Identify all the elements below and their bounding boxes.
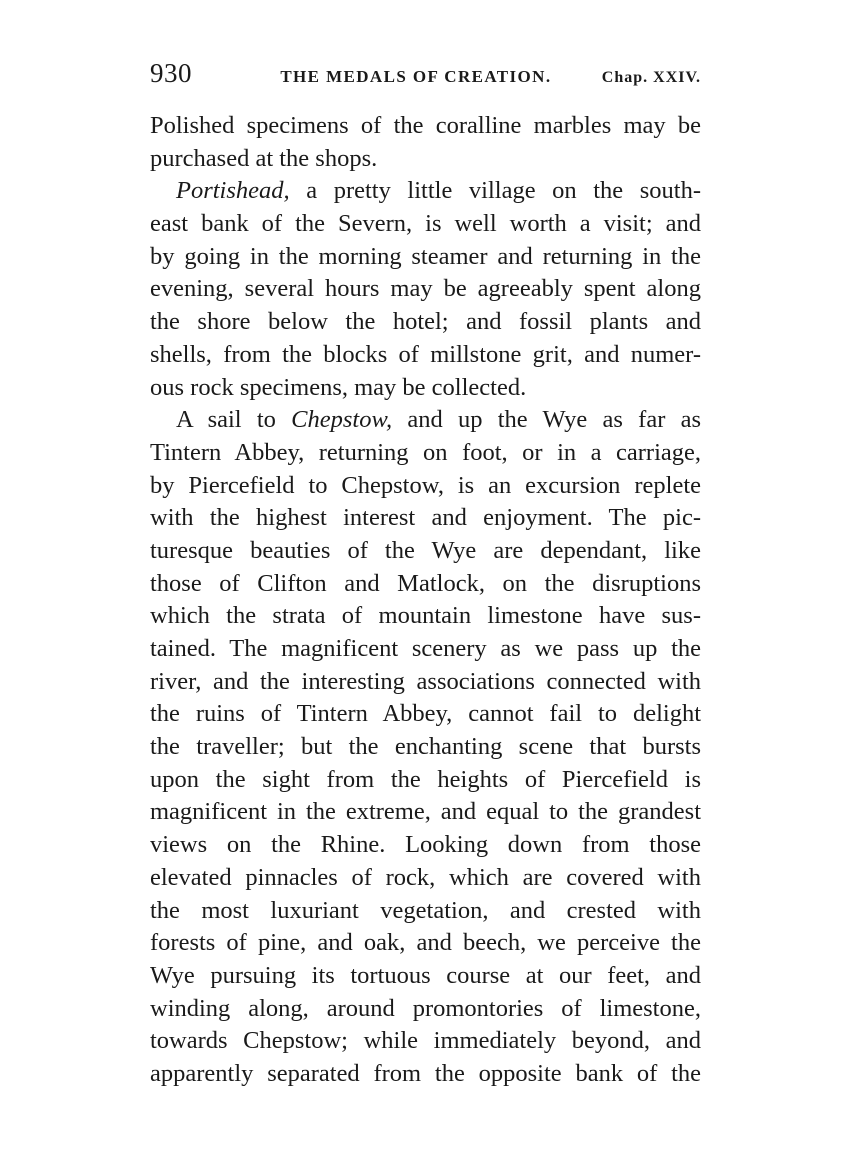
text-line: river, and the interesting associations connected with <box>150 667 701 695</box>
running-head <box>150 58 701 94</box>
text-line: by Piercefield to Chepstow, is an excursion replete <box>150 471 701 499</box>
text-line: turesque beauties of the Wye are dependant, like <box>150 536 701 564</box>
text-line: those of Clifton and Matlock, on the disruptions <box>150 569 701 597</box>
book-page <box>150 58 701 1091</box>
text-line: east bank of the Severn, is well worth a visit; and <box>150 210 701 238</box>
place-name-chepstow: Chepstow, <box>291 406 393 434</box>
text-line: shells, from the blocks of millstone grit, and numer- <box>150 340 701 368</box>
text-line: Polished specimens of the coralline marbles may be <box>150 112 701 139</box>
text-line: Portishead, a pretty little village on the south- <box>176 177 701 205</box>
text-line: the shore below the hotel; and fossil plants and <box>150 308 701 336</box>
chapter-reference: Chap. XXIV. <box>601 69 701 86</box>
text-line: tained. The magnificent scenery as we pass up the <box>150 635 701 662</box>
text-line: views on the Rhine. Looking down from those <box>150 831 701 859</box>
running-title: THE MEDALS OF CREATION. <box>280 67 552 86</box>
text-line: the most luxuriant vegetation, and crested with <box>150 896 701 924</box>
text-line: upon the sight from the heights of Piercefield is <box>150 765 701 793</box>
text-line: which the strata of mountain limestone have sus- <box>150 602 701 630</box>
text-line: forests of pine, and oak, and beech, we perceive the <box>150 929 701 957</box>
text-line: the traveller; but the enchanting scene that bursts <box>150 733 701 761</box>
text-line: A sail to Chepstow, and up the Wye as far as <box>176 406 702 434</box>
text-line: purchased at the shops. <box>150 144 378 172</box>
text-line: elevated pinnacles of rock, which are covered with <box>150 863 701 891</box>
text-line: winding along, around promontories of limestone, <box>150 994 701 1022</box>
place-name-portishead: Portishead, <box>176 177 290 205</box>
text-line: by going in the morning steamer and returning in the <box>150 242 701 270</box>
text-line: magnificent in the extreme, and equal to the grandest <box>150 798 701 826</box>
text-line: with the highest interest and enjoyment. The pic- <box>150 504 701 532</box>
body-text <box>150 110 701 1091</box>
text-line: apparently separated from the opposite bank of the <box>150 1059 701 1087</box>
text-line: towards Chepstow; while immediately beyond, and <box>150 1027 701 1055</box>
page-number: 930 <box>150 58 192 88</box>
text-line: evening, several hours may be agreeably spent along <box>150 275 701 303</box>
text-line: Tintern Abbey, returning on foot, or in a carriage, <box>150 438 701 466</box>
text-line: ous rock specimens, may be collected. <box>150 373 527 401</box>
text-line: Wye pursuing its tortuous course at our feet, and <box>150 961 701 989</box>
text-line: the ruins of Tintern Abbey, cannot fail to delight <box>150 700 701 728</box>
